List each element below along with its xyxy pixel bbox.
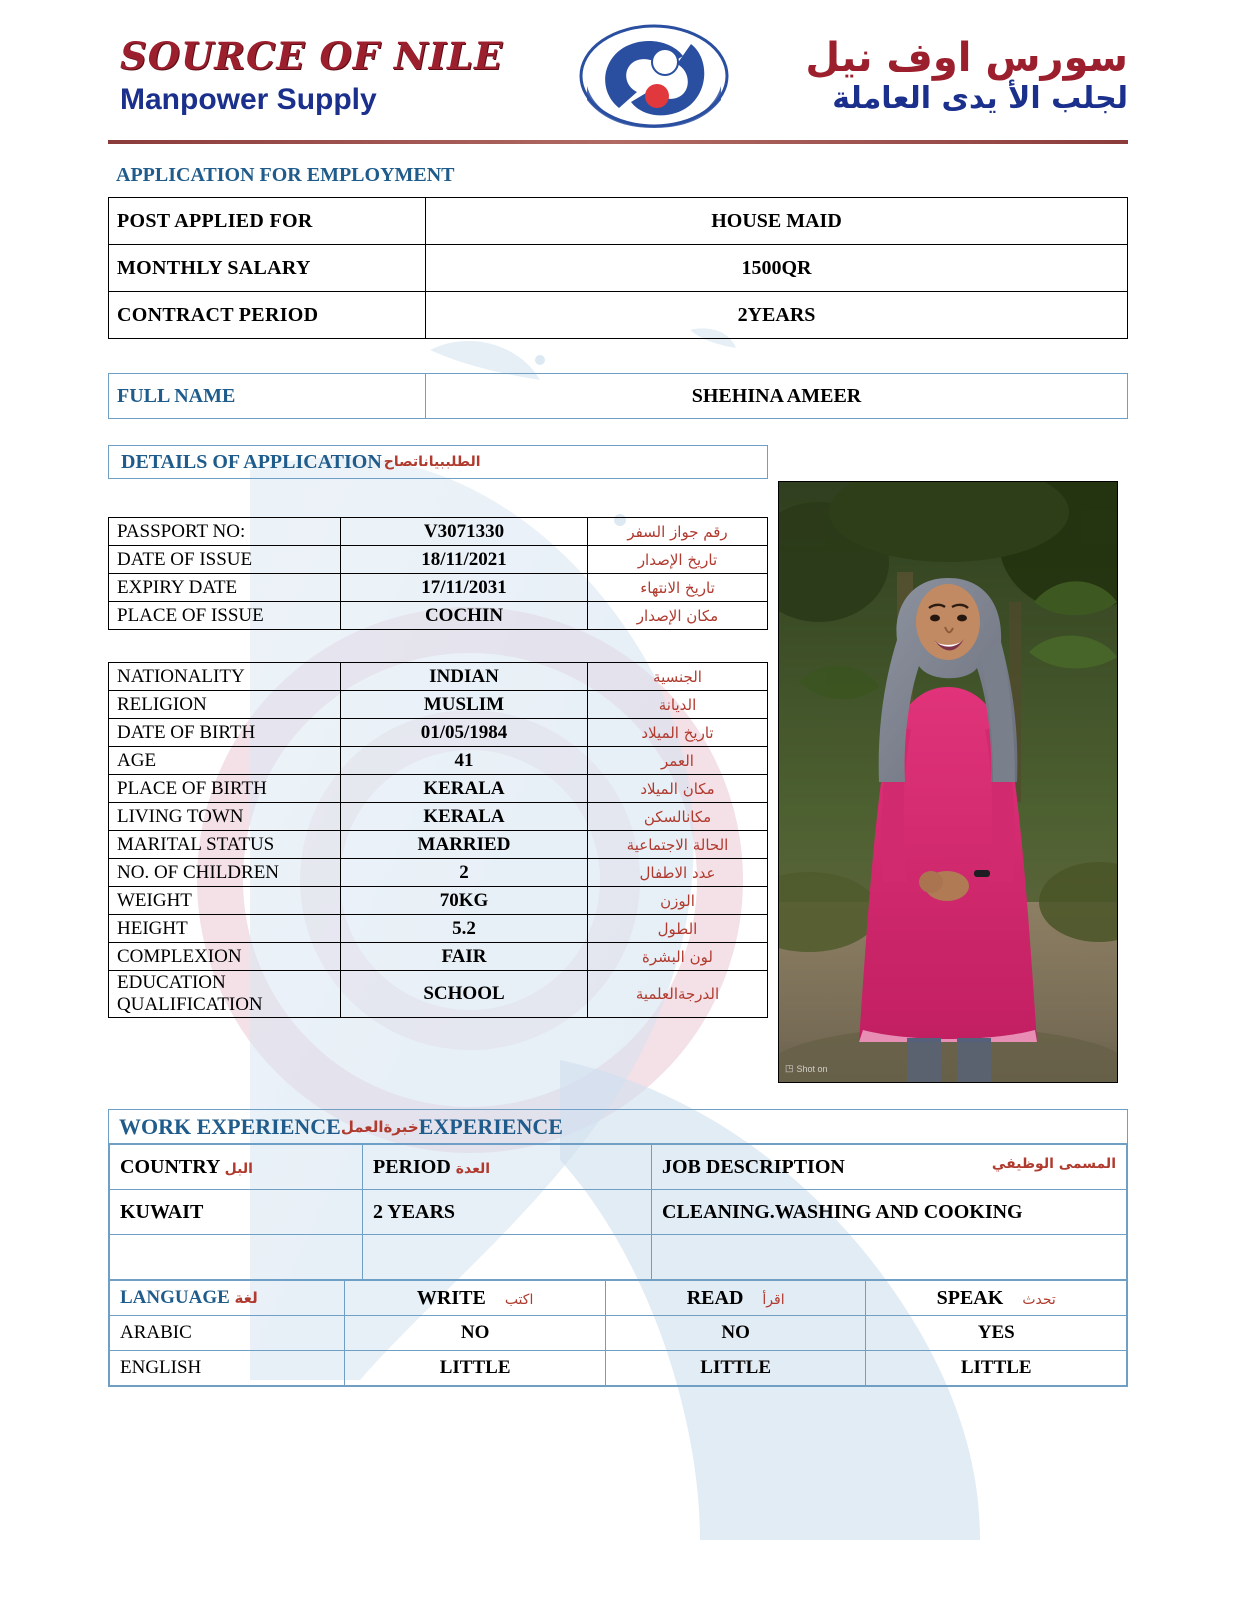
table-row [110,1235,1127,1280]
table-row [109,719,768,747]
header-divider [108,140,1128,144]
expiry-date-value: 17/11/2031 [341,574,588,602]
weight-value: 70KG [341,887,588,915]
write-header-ar: اكتب [504,1291,534,1308]
read-header-en: READ [686,1286,744,1309]
table-row [109,887,768,915]
children-label-ar: عدد الاطفال [588,859,768,887]
experience-country-value: KUWAIT [110,1190,363,1235]
brand-title-ar: سورس اوف نيل [805,35,1128,82]
height-label: HEIGHT [109,915,341,943]
experience-job-empty [652,1235,1127,1280]
place-of-birth-label-ar: مكان الميلاد [588,775,768,803]
page-title: APPLICATION FOR EMPLOYMENT [116,164,455,186]
english-write-value: LITTLE [345,1351,606,1386]
height-label-ar: الطول [588,915,768,943]
table-row [109,831,768,859]
religion-value: MUSLIM [341,691,588,719]
table-row [110,1351,1127,1386]
country-header [110,1145,363,1190]
speak-header-en: SPEAK [936,1286,1004,1309]
table-row [109,602,768,630]
language-header-en: LANGUAGE [120,1287,230,1308]
passport-no-label: PASSPORT NO: [109,518,341,546]
full-name-value: SHEHINA AMEER [426,374,1128,419]
children-value: 2 [341,859,588,887]
expiry-date-label: EXPIRY DATE [109,574,341,602]
post-applied-label: POST APPLIED FOR [109,198,426,245]
work-experience-title-en: WORK EXPERIENCE [119,1113,341,1139]
brand-title-en: SOURCE OF NILE [120,33,504,78]
table-row [109,663,768,691]
complexion-value: FAIR [341,943,588,971]
table-row [109,747,768,775]
camera-icon: ◳ [785,1063,794,1073]
marital-status-label: MARITAL STATUS [109,831,341,859]
english-read-value: LITTLE [605,1351,866,1386]
age-label: AGE [109,747,341,775]
full-name-label: FULL NAME [109,374,426,419]
company-logo-icon [579,22,729,130]
table-header-row [110,1145,1127,1190]
table-row [109,374,1128,419]
work-experience-title-en2: EXPERIENCE [418,1113,563,1139]
place-of-issue-label: PLACE OF ISSUE [109,602,341,630]
marital-status-value: MARRIED [341,831,588,859]
job-description-header [652,1145,1127,1190]
table-row [110,1190,1127,1235]
arabic-speak-value: YES [866,1316,1127,1351]
personal-details-table [108,662,768,1018]
country-header-en: COUNTRY [120,1155,220,1178]
religion-label: RELIGION [109,691,341,719]
date-of-birth-value: 01/05/1984 [341,719,588,747]
date-of-issue-value: 18/11/2021 [341,546,588,574]
country-header-ar: البل [224,1160,253,1177]
arabic-read-value: NO [605,1316,866,1351]
write-header [345,1281,606,1316]
education-value: SCHOOL [341,971,588,1018]
contract-period-value: 2YEARS [426,292,1128,339]
nationality-label-ar: الجنسية [588,663,768,691]
weight-label: WEIGHT [109,887,341,915]
speak-header [866,1281,1127,1316]
language-header-ar: لغة [234,1289,258,1307]
table-row [109,546,768,574]
passport-table [108,517,768,630]
date-of-issue-label: DATE OF ISSUE [109,546,341,574]
place-of-birth-value: KERALA [341,775,588,803]
photo-watermark-badge [785,1063,828,1074]
age-label-ar: العمر [588,747,768,775]
complexion-label-ar: لون البشرة [588,943,768,971]
arabic-language-label: ARABIC [110,1316,345,1351]
table-row [109,245,1128,292]
table-row [109,803,768,831]
read-header-ar: اقرأ [762,1291,785,1308]
experience-period-empty [363,1235,652,1280]
table-row [109,198,1128,245]
period-header [363,1145,652,1190]
date-of-birth-label-ar: تاريخ الميلاد [588,719,768,747]
photo-badge-text: Shot on [796,1063,828,1074]
job-description-header-ar: المسمى الوظيفي [991,1155,1116,1172]
table-row [109,574,768,602]
personal-info-section [108,479,1128,1083]
period-header-en: PERIOD [373,1155,451,1178]
table-header-row [110,1281,1127,1316]
marital-status-label-ar: الحالة الاجتماعية [588,831,768,859]
age-value: 41 [341,747,588,775]
monthly-salary-label: MONTHLY SALARY [109,245,426,292]
english-language-label: ENGLISH [110,1351,345,1386]
experience-job-value: CLEANING.WASHING AND COOKING [652,1190,1127,1235]
details-label: DETAILS OF APPLICATION [121,450,382,473]
application-table [108,197,1128,339]
brand-left [120,33,504,116]
height-value: 5.2 [341,915,588,943]
living-town-value: KERALA [341,803,588,831]
language-table [109,1280,1127,1386]
passport-no-value: V3071330 [341,518,588,546]
english-speak-value: LITTLE [866,1351,1127,1386]
table-row [109,292,1128,339]
speak-header-ar: تحدث [1022,1291,1056,1308]
personal-info-tables [108,479,768,1018]
full-name-table [108,373,1128,419]
details-of-application-banner [108,445,768,479]
passport-no-label-ar: رقم جواز السفر [588,518,768,546]
letterhead [0,0,1236,134]
complexion-label: COMPLEXION [109,943,341,971]
living-town-label-ar: مكانالسكن [588,803,768,831]
religion-label-ar: الديانة [588,691,768,719]
brand-subtitle-ar: لجلب الأ يدى العاملة [832,81,1128,117]
education-label-ar: الدرجةالعلمية [588,971,768,1018]
write-header-en: WRITE [416,1286,486,1309]
experience-period-value: 2 YEARS [363,1190,652,1235]
work-experience-title [109,1110,1127,1144]
work-experience-section [108,1109,1128,1387]
details-label-ar: الطلببياناتصاح [383,454,481,470]
table-row [109,859,768,887]
place-of-issue-label-ar: مكان الإصدار [588,602,768,630]
table-row [109,518,768,546]
date-of-issue-label-ar: تاريخ الإصدار [588,546,768,574]
language-header [110,1281,345,1316]
table-row [109,971,768,1018]
table-row [109,915,768,943]
brand-right [805,37,1128,115]
experience-country-empty [110,1235,363,1280]
post-applied-value: HOUSE MAID [426,198,1128,245]
place-of-birth-label: PLACE OF BIRTH [109,775,341,803]
nationality-value: INDIAN [341,663,588,691]
table-row [109,943,768,971]
contract-period-label: CONTRACT PERIOD [109,292,426,339]
children-label: NO. OF CHILDREN [109,859,341,887]
nationality-label: NATIONALITY [109,663,341,691]
arabic-write-value: NO [345,1316,606,1351]
period-header-ar: العدة [455,1160,491,1177]
place-of-issue-value: COCHIN [341,602,588,630]
work-experience-table [109,1144,1127,1280]
brand-subtitle-en: Manpower Supply [120,82,377,116]
table-row [109,691,768,719]
work-experience-title-ar: خبرةالعمل [340,1117,419,1136]
document-body [0,164,1236,1387]
living-town-label: LIVING TOWN [109,803,341,831]
date-of-birth-label: DATE OF BIRTH [109,719,341,747]
applicant-photo [778,481,1118,1083]
table-row [109,775,768,803]
monthly-salary-value: 1500QR [426,245,1128,292]
weight-label-ar: الوزن [588,887,768,915]
job-description-header-en: JOB DESCRIPTION [662,1155,845,1178]
education-label: EDUCATION QUALIFICATION [109,971,341,1018]
expiry-date-label-ar: تاريخ الانتهاء [588,574,768,602]
table-row [110,1316,1127,1351]
read-header [605,1281,866,1316]
